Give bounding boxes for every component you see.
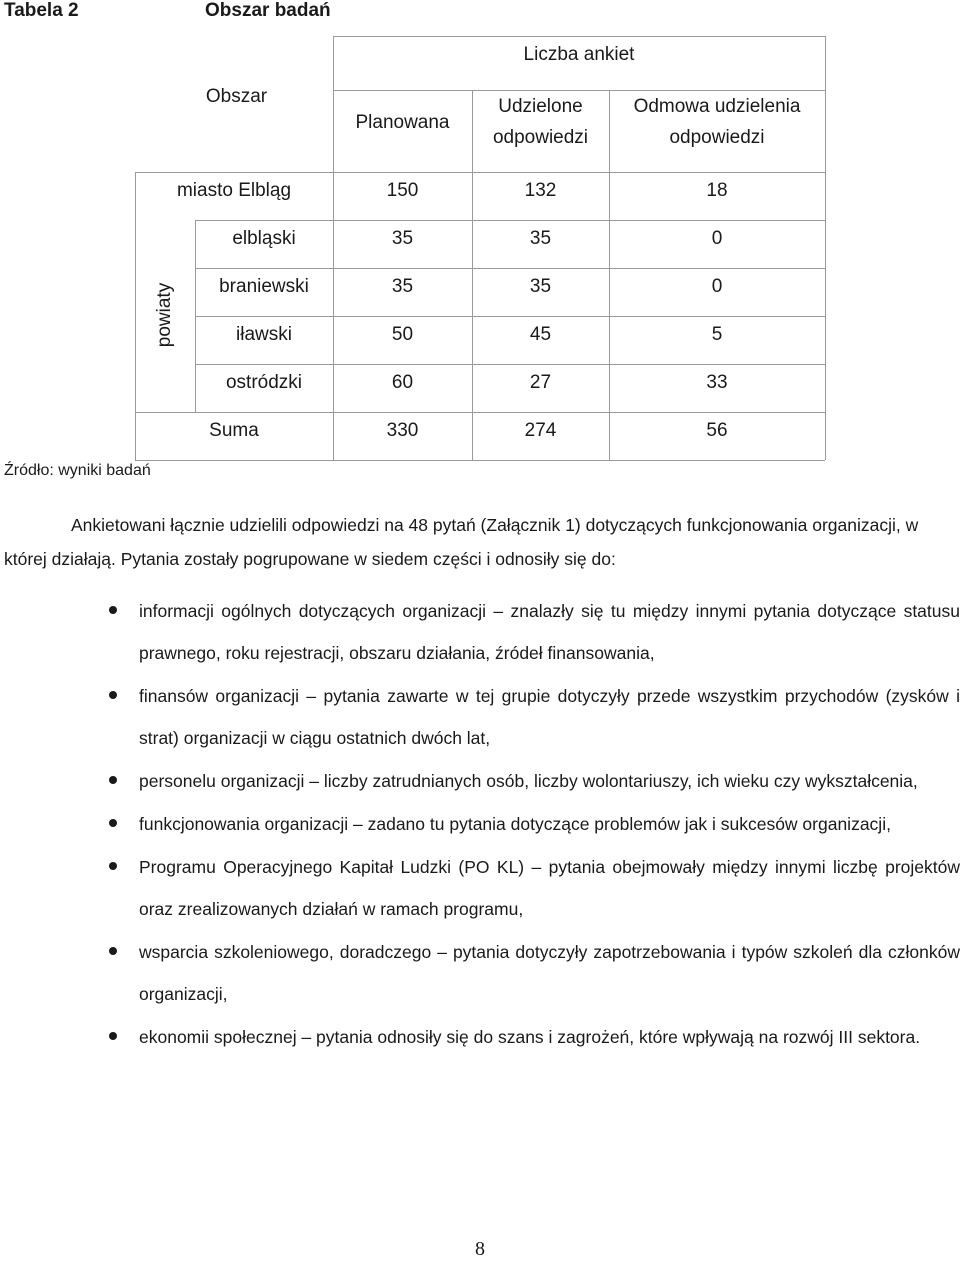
list-item: ekonomii społecznej – pytania odnosiły się do szans i zagrożeń, które wpływają na rozwój III sektora. [0,1016,960,1058]
list-item: Programu Operacyjnego Kapitał Ludzki (PO KL) – pytania obejmowały między innymi liczbę projektów oraz zrealizowanych działań w ramach programu, [0,846,960,930]
total-row-refused: 56 [706,419,728,441]
county-row-refused: 0 [711,227,723,249]
bullet-icon [109,1032,117,1040]
header-planned: Planowana [355,111,450,133]
intro-paragraph-text: Ankietowani łącznie udzielili odpowiedzi na 48 pytań (Załącznik 1) dotyczących funkcjonowania organizacji, w której działają. Pytania zostały pogrupowane w siedem części i odnosiły się do: [4,515,919,569]
table-caption-title: Obszar badań [205,0,331,21]
question-groups-list [0,590,960,1059]
table-source-note: Źródło: wyniki badań [4,462,151,479]
county-row-refused: 0 [711,275,723,297]
bullet-icon [109,776,117,784]
header-refused-answers: Odmowa udzielenia odpowiedzi [633,96,801,148]
city-row-given: 132 [524,179,557,201]
list-item: wsparcia szkoleniowego, doradczego – pytania dotyczyły zapotrzebowania i typów szkoleń dla członków organizacji, [0,931,960,1015]
page-number: 8 [475,1238,485,1260]
bullet-icon [109,691,117,699]
county-row-name: ostródzki [225,371,303,393]
total-row-planned: 330 [386,419,419,441]
table-caption-label: Tabela 2 [4,0,79,21]
bullet-icon [109,819,117,827]
city-row-name: miasto Elbląg [176,179,292,201]
county-row-given: 27 [529,371,552,393]
county-row-refused: 33 [706,371,728,393]
county-row-given: 45 [529,323,552,345]
county-row-name: iławski [236,323,292,345]
total-row-given: 274 [524,419,557,441]
list-item: finansów organizacji – pytania zawarte w tej grupie dotyczyły przede wszystkim przychodów (zysków i strat) organizacji w ciągu ostatnich dwóch lat, [0,675,960,759]
bullet-icon [109,862,117,870]
county-row-name: elbląski [232,227,296,249]
header-given-answers: Udzielone odpowiedzi [492,96,589,148]
county-row-planned: 35 [391,275,414,297]
intro-paragraph [4,509,960,576]
county-row-refused: 5 [711,323,723,345]
list-item: personelu organizacji – liczby zatrudnianych osób, liczby wolontariuszy, ich wieku czy wykształcenia, [0,760,960,802]
county-row-name: braniewski [219,275,309,297]
county-row-given: 35 [529,227,552,249]
county-row-planned: 35 [391,227,414,249]
county-row-planned: 60 [391,371,414,393]
bullet-icon [109,947,117,955]
header-survey-count: Liczba ankiet [523,43,635,65]
total-row-name: Suma [209,419,259,441]
county-group-label: powiaty [154,282,176,348]
county-row-given: 35 [529,275,552,297]
survey-table [0,0,960,470]
city-row-planned: 150 [386,179,419,201]
county-row-planned: 50 [391,323,414,345]
header-area: Obszar [205,85,268,107]
list-item: funkcjonowania organizacji – zadano tu pytania dotyczące problemów jak i sukcesów organizacji, [0,803,960,845]
city-row-refused: 18 [706,179,728,201]
bullet-icon [109,606,117,614]
list-item: informacji ogólnych dotyczących organizacji – znalazły się tu między innymi pytania dotyczące statusu prawnego, roku rejestracji, obszaru działania, źródeł finansowania, [0,590,960,674]
